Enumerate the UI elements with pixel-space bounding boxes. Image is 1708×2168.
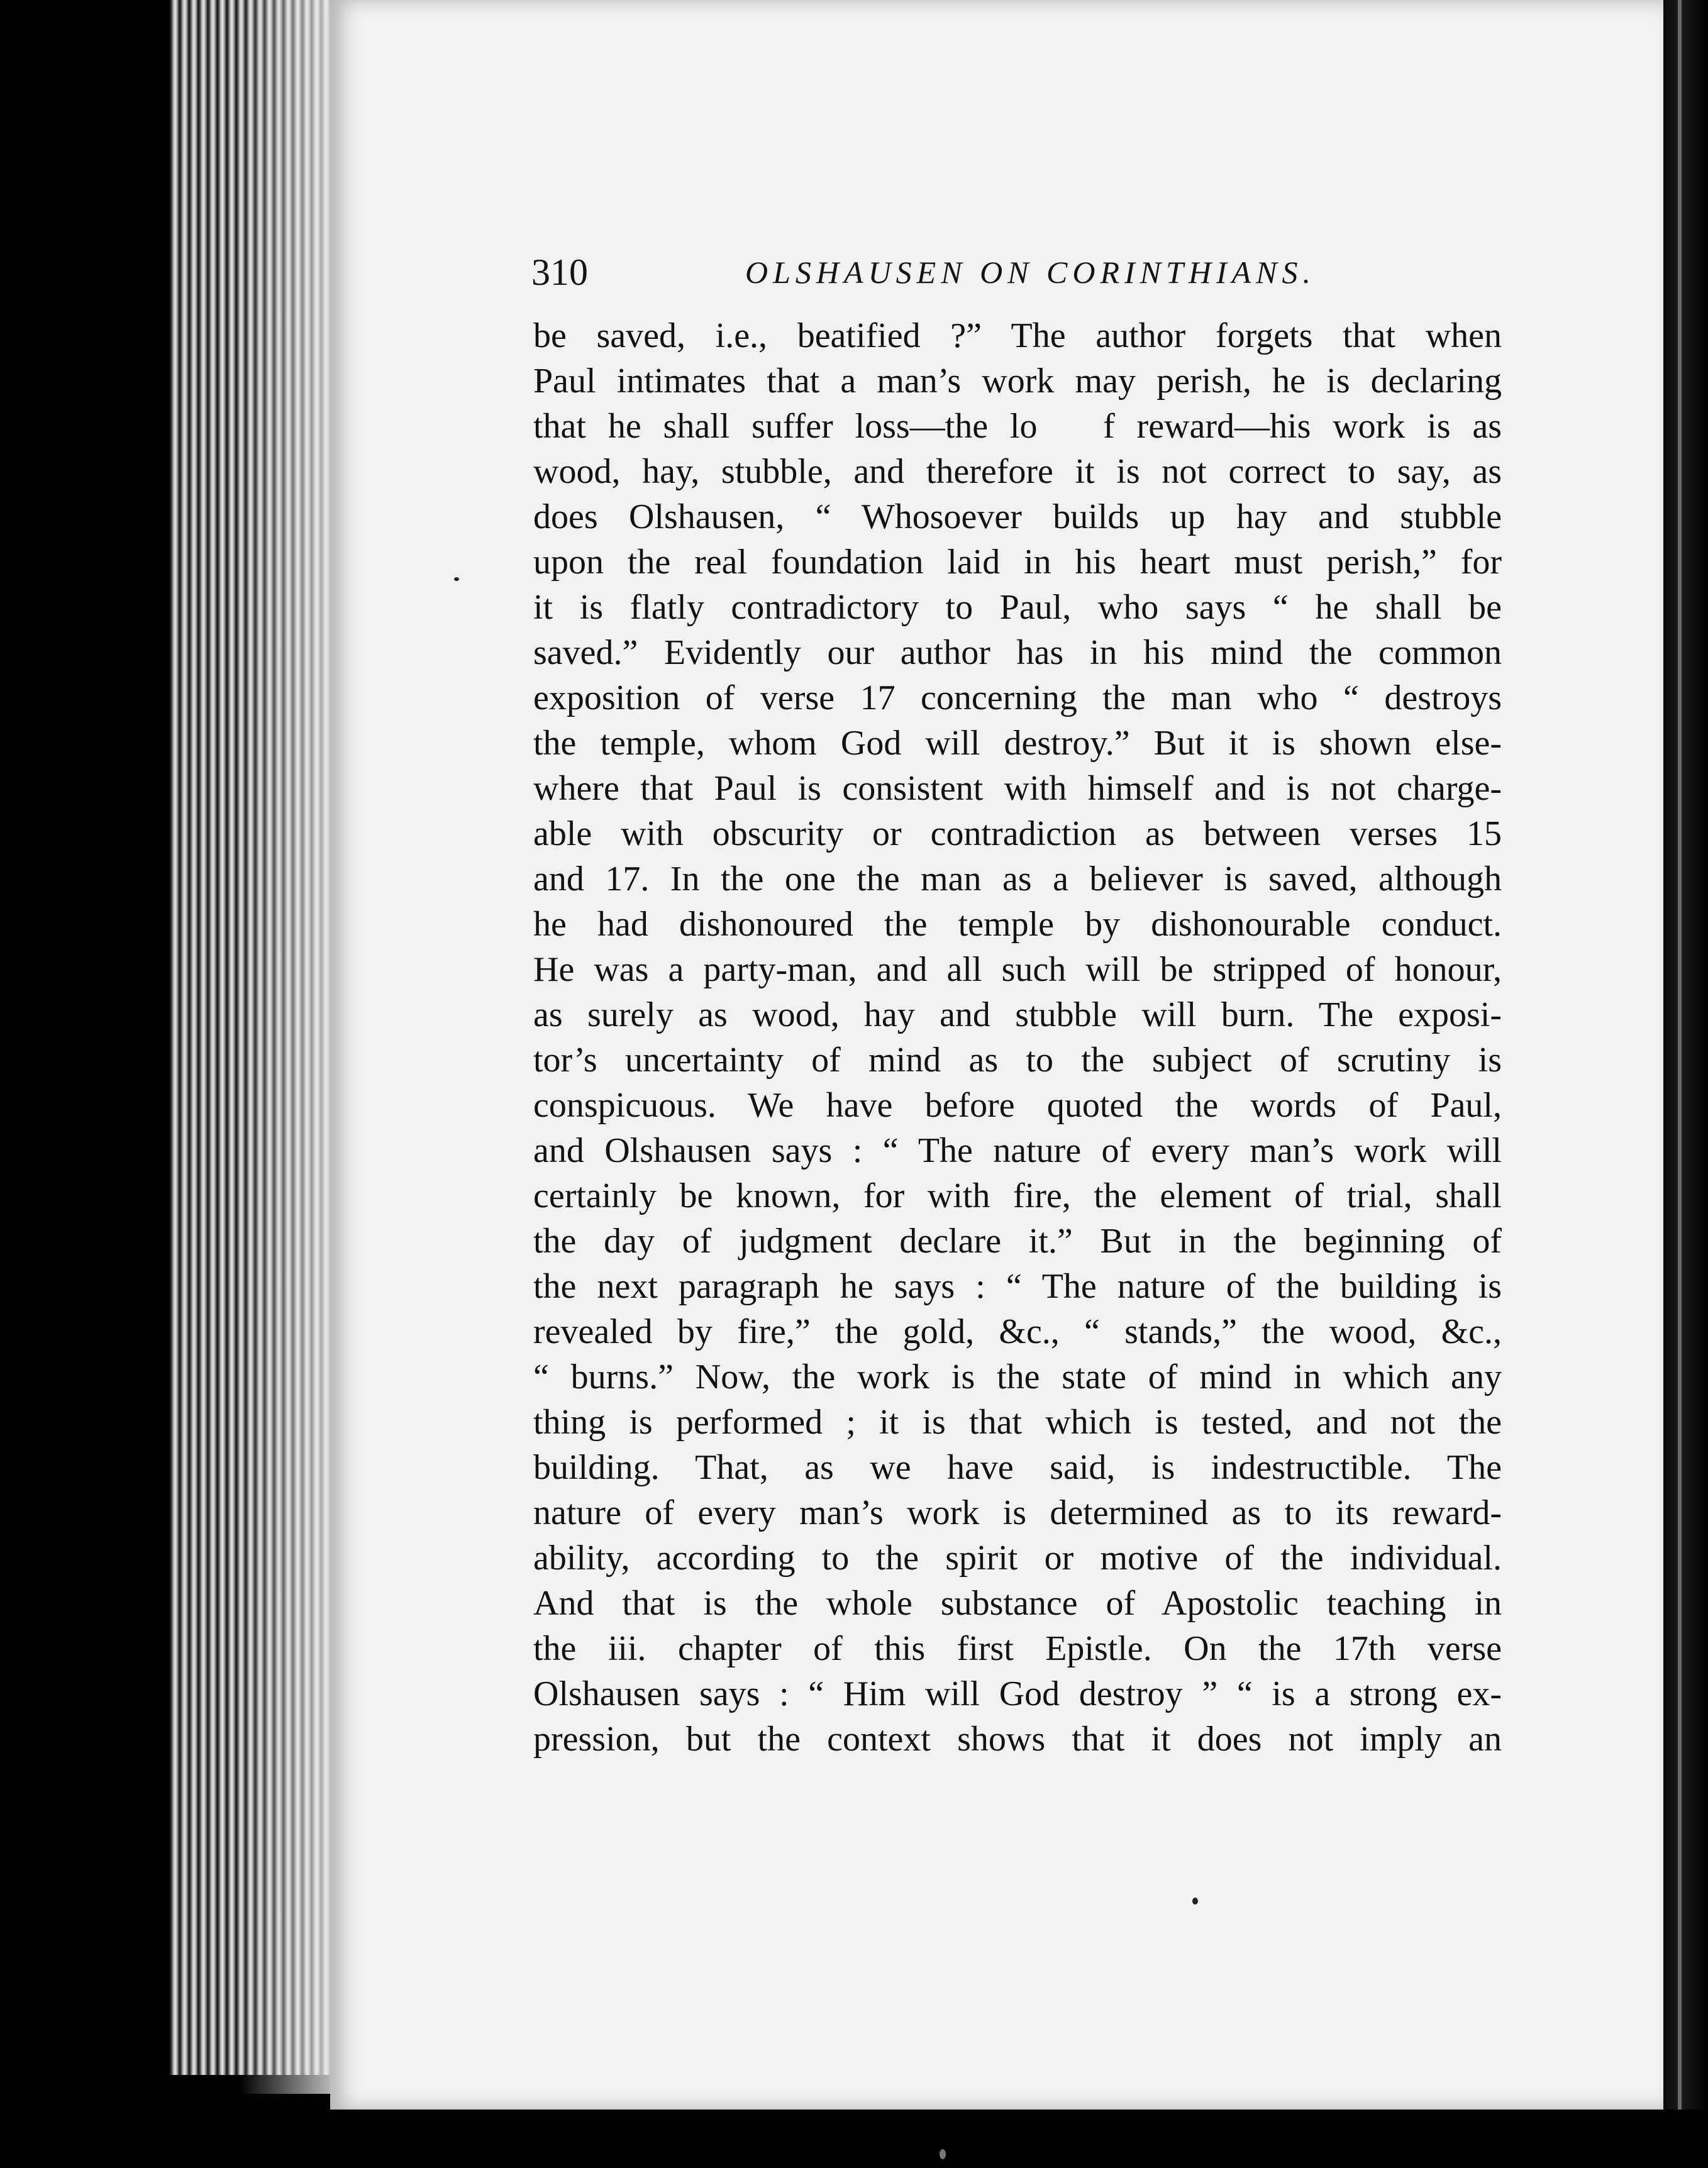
text-line: saved.” Evidently our author has in his mind the common	[533, 633, 1502, 672]
text-line: that he shall suffer loss—the lo f reward—his work is as	[533, 407, 1502, 446]
running-head	[531, 244, 1349, 301]
text-line: exposition of verse 17 concerning the man who “ destroys	[533, 678, 1502, 717]
text-line: it is flatly contradictory to Paul, who says “ he shall be	[533, 588, 1502, 627]
right-page-edge	[1663, 0, 1708, 2168]
text-line: thing is performed ; it is that which is tested, and not the	[533, 1403, 1502, 1442]
page-number: 310	[531, 252, 588, 293]
text-line: And that is the whole substance of Apostolic teaching in	[533, 1584, 1502, 1623]
text-line: ability, according to the spirit or motive of the individual.	[533, 1539, 1502, 1578]
text-line: Paul intimates that a man’s work may perish, he is declaring	[533, 362, 1502, 401]
ink-speck	[940, 2149, 946, 2159]
ink-speck	[454, 577, 459, 581]
text-line: pression, but the context shows that it does not imply an	[533, 1720, 1502, 1759]
text-line: where that Paul is consistent with himself and is not charge-	[533, 769, 1502, 808]
text-line: the temple, whom God will destroy.” But it is shown else-	[533, 724, 1502, 763]
text-line: He was a party-man, and all such will be stripped of honour,	[533, 950, 1502, 989]
text-line: the iii. chapter of this first Epistle. On the 17th verse	[533, 1629, 1502, 1668]
body-text	[533, 313, 1502, 1762]
text-line: he had dishonoured the temple by dishonourable conduct.	[533, 905, 1502, 944]
text-line: upon the real foundation laid in his heart must perish,” for	[533, 543, 1502, 582]
text-line: does Olshausen, “ Whosoever builds up hay and stubble	[533, 497, 1502, 536]
text-line: and Olshausen says : “ The nature of every man’s work will	[533, 1131, 1502, 1170]
running-title: OLSHAUSEN ON CORINTHIANS.	[745, 255, 1316, 290]
text-line: nature of every man’s work is determined as to its reward-	[533, 1493, 1502, 1532]
text-line: be saved, i.e., beatified ?” The author forgets that when	[533, 316, 1502, 355]
text-line: building. That, as we have said, is indestructible. The	[533, 1448, 1502, 1487]
bottom-shadow-band	[0, 2110, 1708, 2168]
text-line: able with obscurity or contradiction as between verses 15	[533, 814, 1502, 853]
text-line: and 17. In the one the man as a believer is saved, although	[533, 860, 1502, 899]
text-line: revealed by fire,” the gold, &c., “ stands,” the wood, &c.,	[533, 1312, 1502, 1351]
text-line: wood, hay, stubble, and therefore it is not correct to say, as	[533, 452, 1502, 491]
text-line: the day of judgment declare it.” But in the beginning of	[533, 1222, 1502, 1261]
page-edges-highlight	[239, 0, 340, 2094]
text-line: as surely as wood, hay and stubble will burn. The exposi-	[533, 995, 1502, 1034]
ink-speck	[1192, 1898, 1198, 1905]
text-line: Olshausen says : “ Him will God destroy ” “ is a strong ex-	[533, 1674, 1502, 1713]
right-edge-line	[1678, 0, 1682, 2168]
text-line: “ burns.” Now, the work is the state of mind in which any	[533, 1358, 1502, 1396]
text-line: certainly be known, for with fire, the element of trial, shall	[533, 1176, 1502, 1215]
text-line: the next paragraph he says : “ The nature of the building is	[533, 1267, 1502, 1306]
text-line: tor’s uncertainty of mind as to the subject of scrutiny is	[533, 1041, 1502, 1080]
text-line: conspicuous. We have before quoted the words of Paul,	[533, 1086, 1502, 1125]
